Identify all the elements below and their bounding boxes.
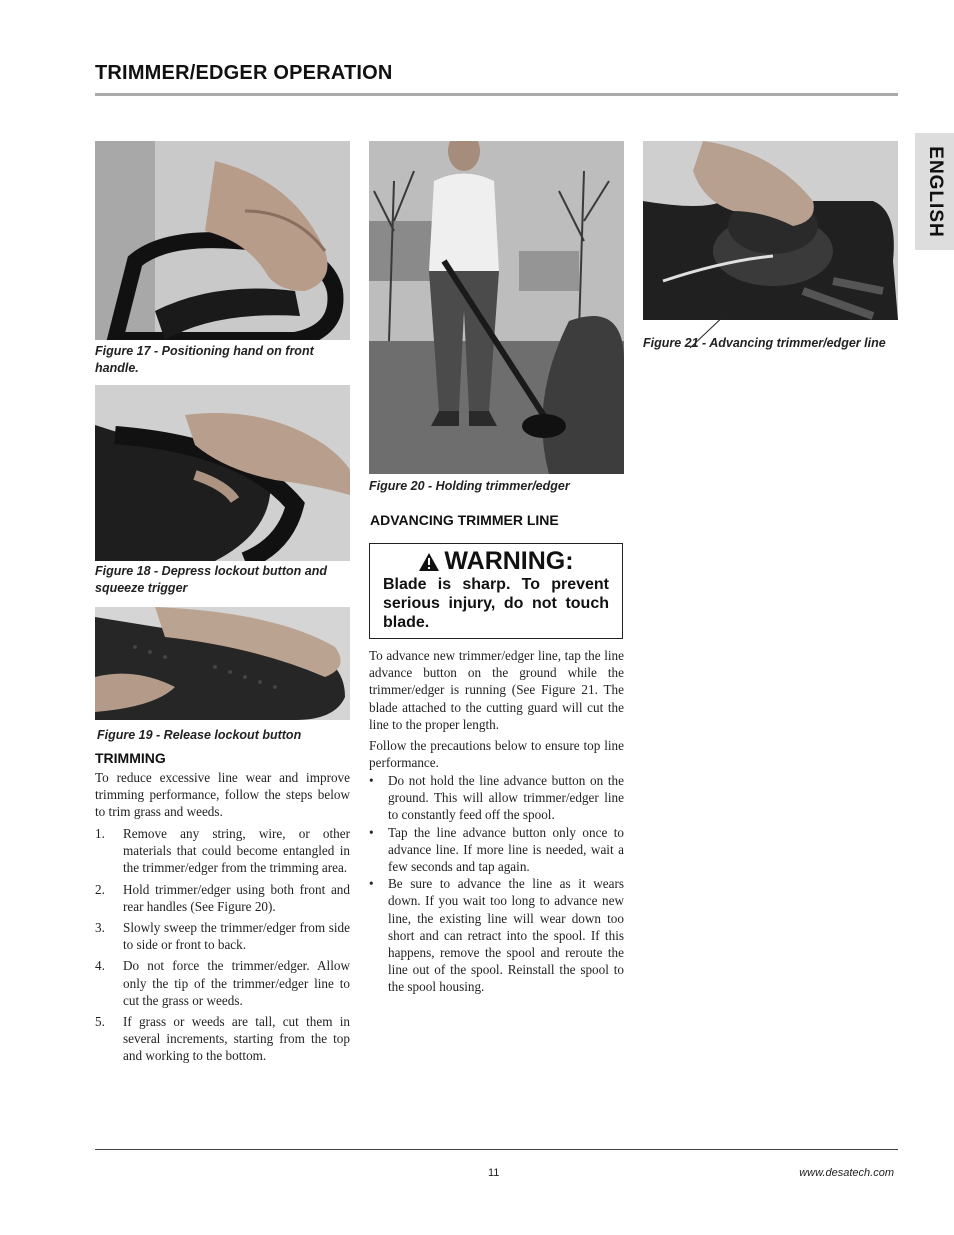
footer-rule [95, 1149, 898, 1150]
page-title: TRIMMER/EDGER OPERATION [95, 62, 393, 84]
trimming-heading: TRIMMING [95, 750, 166, 766]
warning-title: WARNING: [370, 547, 622, 576]
list-item: • Be sure to advance the line as it wears down. If you wait too long to advance new line, the existing line will wear down too short and can retract into the spool. If this happens, remove the spool and reroute the line out of the spool. Reinstall the spool to the spool housing. [369, 876, 624, 995]
list-item: 3. Slowly sweep the trimmer/edger from side to side or front to back. [95, 920, 350, 953]
language-tab-label: ENGLISH [924, 145, 946, 238]
list-item: 5. If grass or weeds are tall, cut them in several increments, starting from the top and working to the bottom. [95, 1014, 350, 1064]
figure-19-caption: Figure 19 - Release lockout button [97, 728, 302, 742]
figure-20-caption: Figure 20 - Holding trimmer/edger [369, 479, 570, 493]
warning-box [369, 543, 623, 639]
figure-18-caption: Figure 18 - Depress lockout button and squeeze trigger [95, 564, 327, 595]
page-number: 11 [488, 1167, 500, 1179]
list-item: 4. Do not force the trimmer/edger. Allow only the tip of the trimmer/edger line to cut the grass or weeds. [95, 958, 350, 1008]
advancing-precautions [369, 772, 624, 996]
figure-21-photo [643, 141, 898, 320]
figure-19-photo [95, 607, 350, 720]
header-rule [95, 93, 898, 96]
advancing-paragraph-1: To advance new trimmer/edger line, tap the line advance button on the ground while the trimmer/edger is running (See Figure 21. The blade attached to the cutting guard will cut the line to the proper length. [369, 648, 624, 732]
warning-triangle-icon [418, 552, 440, 572]
trimming-steps [95, 825, 350, 1069]
list-item: 2. Hold trimmer/edger using both front and rear handles (See Figure 20). [95, 881, 350, 914]
advancing-heading: ADVANCING TRIMMER LINE [370, 512, 559, 528]
language-tab [915, 133, 954, 250]
figure-18-photo [95, 385, 350, 561]
list-item: • Tap the line advance button only once to advance line. If more line is needed, wait a few seconds and tap again. [369, 824, 624, 875]
website-link[interactable]: www.desatech.com [799, 1167, 894, 1179]
figure-20-photo [369, 141, 624, 474]
trimming-intro: To reduce excessive line wear and improve trimming performance, follow the steps below to trim grass and weeds. [95, 770, 350, 820]
figure-17-caption: Figure 17 - Positioning hand on front handle. [95, 344, 314, 375]
figure-21-caption: Figure 21 - Advancing trimmer/edger line [643, 336, 886, 350]
figure-17-photo [95, 141, 350, 340]
advancing-paragraph-2: Follow the precautions below to ensure top line performance. [369, 738, 624, 771]
list-item: • Do not hold the line advance button on the ground. This will allow trimmer/edger line to constantly feed off the spool. [369, 773, 624, 823]
warning-text: Blade is sharp. To prevent serious injury, do not touch blade. [383, 576, 609, 631]
list-item: 1. Remove any string, wire, or other materials that could become entangled in the trimmer/edger from the trimming area. [95, 826, 350, 876]
